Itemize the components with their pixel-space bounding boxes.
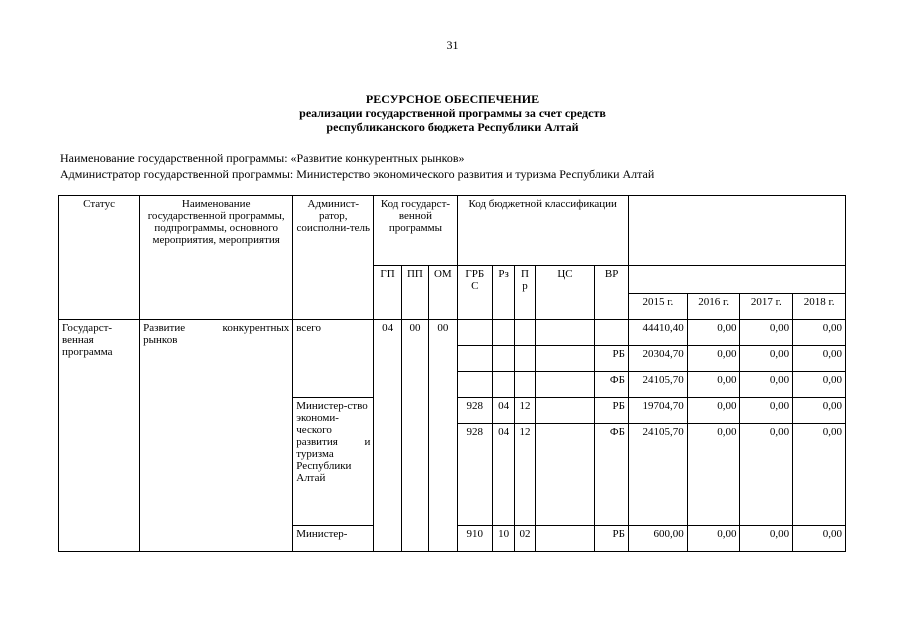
cell-2018: 0,00 bbox=[793, 320, 846, 346]
cell-pp: 00 bbox=[401, 320, 428, 552]
cell-pr bbox=[515, 320, 535, 346]
cell-rz bbox=[493, 346, 515, 372]
cell-grbs: 910 bbox=[457, 526, 492, 552]
cell-vr: ФБ bbox=[595, 424, 629, 526]
cell-program-name: Развитие конкурентных рынков bbox=[140, 320, 293, 552]
header-year-2017: 2017 г. bbox=[740, 294, 793, 320]
header-admin: Админист-ратор, соисполни-тель bbox=[293, 196, 374, 320]
cell-2018: 0,00 bbox=[793, 346, 846, 372]
cell-vr: ФБ bbox=[595, 372, 629, 398]
table-row bbox=[59, 320, 846, 346]
header-year-2015: 2015 г. bbox=[628, 294, 687, 320]
header-pp: ПП bbox=[401, 266, 428, 320]
cell-om: 00 bbox=[429, 320, 457, 552]
cell-grbs: 928 bbox=[457, 398, 492, 424]
cell-2016: 0,00 bbox=[687, 346, 740, 372]
cell-2015: 600,00 bbox=[628, 526, 687, 552]
cell-admin-ministry: Министер-ство экономи-ческого развития и туризма Республики Алтай bbox=[293, 398, 374, 526]
cell-status: Государст-венная программа bbox=[59, 320, 140, 552]
header-program-code: Код государст-венной программы bbox=[374, 196, 457, 266]
cell-2017: 0,00 bbox=[740, 372, 793, 398]
header-pr: П р bbox=[515, 266, 535, 320]
title-line-3: республиканского бюджета Республики Алтай bbox=[326, 120, 579, 134]
document-title bbox=[0, 92, 905, 134]
cell-cs bbox=[535, 320, 595, 346]
cell-2017: 0,00 bbox=[740, 346, 793, 372]
resource-table bbox=[58, 195, 846, 552]
program-meta bbox=[60, 150, 654, 182]
cell-vr: РБ bbox=[595, 526, 629, 552]
cell-pr: 02 bbox=[515, 526, 535, 552]
cell-cs bbox=[535, 346, 595, 372]
header-name: Наименование государственной программы, подпрограммы, основного мероприятия, мероприятия bbox=[140, 196, 293, 320]
cell-2015: 19704,70 bbox=[628, 398, 687, 424]
header-year-2018: 2018 г. bbox=[793, 294, 846, 320]
header-vr: ВР bbox=[595, 266, 629, 320]
title-line-1: РЕСУРСНОЕ ОБЕСПЕЧЕНИЕ bbox=[365, 92, 540, 106]
cell-admin: Министер- bbox=[293, 526, 374, 552]
cell-pr bbox=[515, 346, 535, 372]
cell-2016: 0,00 bbox=[687, 320, 740, 346]
cell-rz: 04 bbox=[493, 424, 515, 526]
cell-2015: 24105,70 bbox=[628, 372, 687, 398]
page-number: 31 bbox=[446, 38, 459, 52]
header-year-2016: 2016 г. bbox=[687, 294, 740, 320]
cell-2017: 0,00 bbox=[740, 526, 793, 552]
header-budget-code: Код бюджетной классификации bbox=[457, 196, 628, 266]
cell-cs bbox=[535, 398, 595, 424]
header-gp: ГП bbox=[374, 266, 401, 320]
cell-grbs bbox=[457, 346, 492, 372]
cell-admin: всего bbox=[293, 320, 374, 398]
header-years-spacer bbox=[628, 196, 845, 266]
cell-pr bbox=[515, 372, 535, 398]
cell-vr: РБ bbox=[595, 398, 629, 424]
cell-vr: РБ bbox=[595, 346, 629, 372]
cell-grbs bbox=[457, 320, 492, 346]
cell-2016: 0,00 bbox=[687, 526, 740, 552]
cell-rz bbox=[493, 372, 515, 398]
cell-2018: 0,00 bbox=[793, 424, 846, 526]
cell-rz: 10 bbox=[493, 526, 515, 552]
cell-cs bbox=[535, 372, 595, 398]
cell-2015: 20304,70 bbox=[628, 346, 687, 372]
cell-cs bbox=[535, 424, 595, 526]
cell-rz bbox=[493, 320, 515, 346]
cell-grbs: 928 bbox=[457, 424, 492, 526]
cell-cs bbox=[535, 526, 595, 552]
cell-2016: 0,00 bbox=[687, 424, 740, 526]
cell-2018: 0,00 bbox=[793, 372, 846, 398]
cell-pr: 12 bbox=[515, 424, 535, 526]
cell-2018: 0,00 bbox=[793, 526, 846, 552]
cell-2018: 0,00 bbox=[793, 398, 846, 424]
header-grbs: ГРБ С bbox=[457, 266, 492, 320]
header-years-spacer-2 bbox=[628, 266, 845, 294]
cell-2017: 0,00 bbox=[740, 424, 793, 526]
header-cs: ЦС bbox=[535, 266, 595, 320]
cell-2015: 44410,40 bbox=[628, 320, 687, 346]
title-line-2: реализации государственной программы за счет средств bbox=[299, 106, 606, 120]
cell-2016: 0,00 bbox=[687, 372, 740, 398]
cell-2017: 0,00 bbox=[740, 398, 793, 424]
cell-rz: 04 bbox=[493, 398, 515, 424]
program-admin-line: Администратор государственной программы: Министерство экономического развития и туризма Республики Алтай bbox=[60, 167, 655, 181]
cell-2017: 0,00 bbox=[740, 320, 793, 346]
cell-vr bbox=[595, 320, 629, 346]
header-om: ОМ bbox=[429, 266, 457, 320]
header-rz: Рз bbox=[493, 266, 515, 320]
cell-gp: 04 bbox=[374, 320, 401, 552]
program-name-line: Наименование государственной программы: «Развитие конкурентных рынков» bbox=[60, 151, 465, 165]
cell-2015: 24105,70 bbox=[628, 424, 687, 526]
cell-pr: 12 bbox=[515, 398, 535, 424]
cell-grbs bbox=[457, 372, 492, 398]
header-status: Статус bbox=[59, 196, 140, 320]
cell-2016: 0,00 bbox=[687, 398, 740, 424]
